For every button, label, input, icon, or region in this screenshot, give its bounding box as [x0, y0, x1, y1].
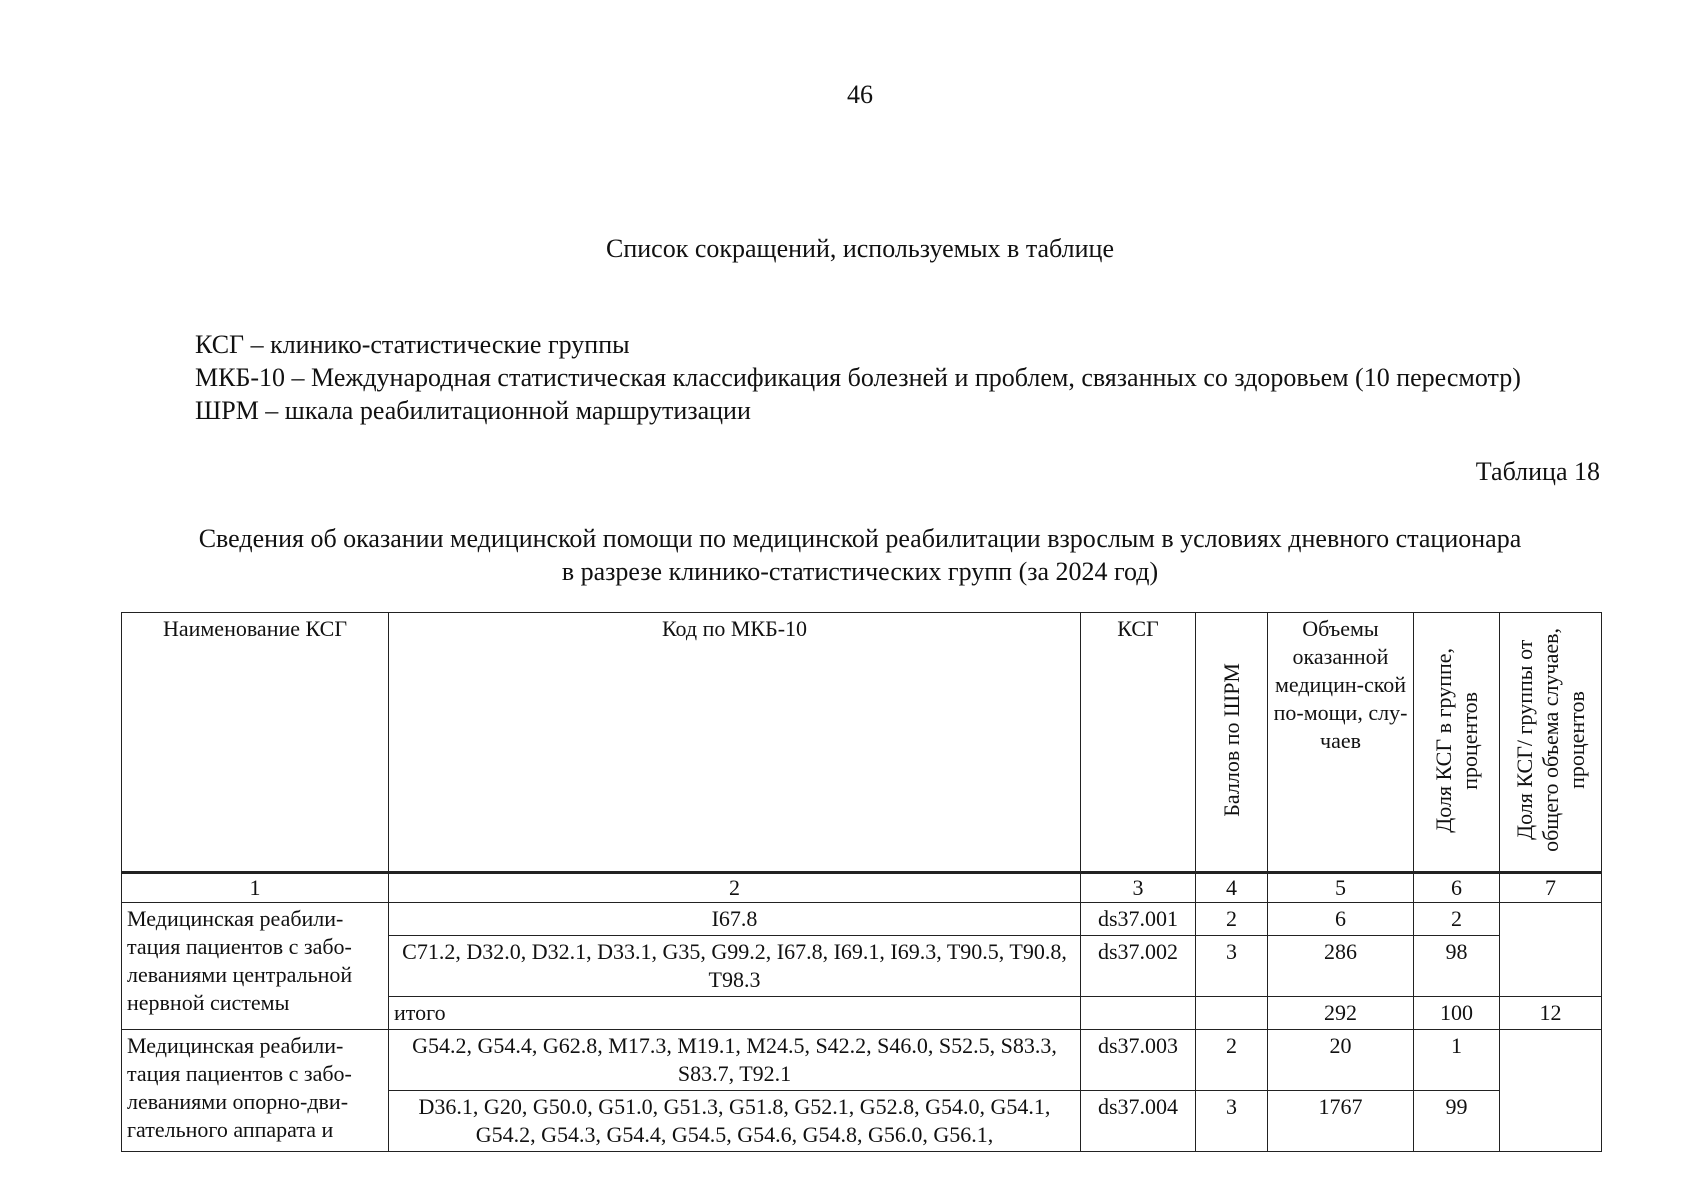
rehabilitation-table	[121, 612, 1602, 1152]
volume-cases: 286	[1268, 936, 1414, 997]
abbreviation-shrm: ШРМ – шкала реабилитационной маршрутизации	[195, 396, 751, 425]
abbreviations-list	[195, 328, 1521, 427]
volume-cases: 1767	[1268, 1091, 1414, 1152]
share-in-group: 99	[1414, 1091, 1500, 1152]
icd-codes: I67.8	[389, 903, 1081, 936]
ksg-code: ds37.001	[1081, 903, 1196, 936]
total-share-of-total: 12	[1500, 997, 1602, 1030]
abbreviations-title: Список сокращений, используемых в таблице	[606, 234, 1114, 263]
icd-codes: G54.2, G54.4, G62.8, M17.3, M19.1, M24.5, S42.2, S46.0, S52.5, S83.3, S83.7, T92.1	[389, 1030, 1081, 1091]
ksg-code-empty	[1081, 997, 1196, 1030]
abbreviation-mkb10: МКБ-10 – Международная статистическая классификация болезней и проблем, связанных со здоровьем (10 пересмотр)	[195, 363, 1521, 392]
column-number: 7	[1500, 873, 1602, 903]
header-share-of-total-text: Доля КСГ/ группы от общего объема случаев, процентов	[1511, 628, 1589, 852]
ksg-code: ds37.003	[1081, 1030, 1196, 1091]
header-share-in-group-text: Доля КСГ в группе, процентов	[1430, 647, 1482, 833]
table-row	[122, 903, 1602, 936]
table-label: Таблица 18	[1475, 457, 1600, 486]
share-in-group: 2	[1414, 903, 1500, 936]
volume-cases: 20	[1268, 1030, 1414, 1091]
shrm-score: 3	[1196, 936, 1268, 997]
column-number: 1	[122, 873, 389, 903]
shrm-score: 3	[1196, 1091, 1268, 1152]
abbreviation-ksg: КСГ – клинико-статистические группы	[195, 330, 630, 359]
ksg-code: ds37.004	[1081, 1091, 1196, 1152]
shrm-score: 2	[1196, 903, 1268, 936]
icd-codes: D36.1, G20, G50.0, G51.0, G51.3, G51.8, G52.1, G52.8, G54.0, G54.1, G54.2, G54.3, G54.4, G54.5, G54.6, G54.8, G56.0, G56.1,	[389, 1091, 1081, 1152]
column-number: 2	[389, 873, 1081, 903]
share-in-group: 98	[1414, 936, 1500, 997]
column-number: 3	[1081, 873, 1196, 903]
shrm-score: 2	[1196, 1030, 1268, 1091]
table-title-line-1: Сведения об оказании медицинской помощи по медицинской реабилитации взрослым в условиях дневного стационара	[198, 524, 1522, 553]
table-title	[120, 522, 1600, 588]
total-label: итого	[389, 997, 1081, 1030]
share-of-total-empty	[1500, 1030, 1602, 1152]
column-number-row	[122, 873, 1602, 903]
table-title-line-2: в разрезе клинико-статистических групп (за 2024 год)	[561, 557, 1159, 586]
group-name-cns: Медицинская реабили-тация пациентов с забо-леваниями центральной нервной системы	[122, 903, 389, 1030]
page-number: 46	[847, 80, 873, 109]
header-ksg-name: Наименование КСГ	[122, 613, 389, 873]
header-volume: Объемы оказанной медицин-ской по-мощи, слу-чаев	[1268, 613, 1414, 873]
icd-codes: C71.2, D32.0, D32.1, D33.1, G35, G99.2, I67.8, I69.1, I69.3, T90.5, T90.8, T98.3	[389, 936, 1081, 997]
volume-cases: 6	[1268, 903, 1414, 936]
share-of-total-empty	[1500, 903, 1602, 997]
header-shrm-score	[1196, 613, 1268, 873]
table-header-row	[122, 613, 1602, 873]
table-row	[122, 1030, 1602, 1091]
ksg-code: ds37.002	[1081, 936, 1196, 997]
header-shrm-score-text: Баллов по ШРМ	[1218, 663, 1244, 817]
header-share-in-group	[1414, 613, 1500, 873]
header-share-of-total	[1500, 613, 1602, 873]
column-number: 5	[1268, 873, 1414, 903]
group-name-musculoskeletal: Медицинская реабили-тация пациентов с забо-леваниями опорно-дви-гательного аппарата и	[122, 1030, 389, 1152]
header-ksg: КСГ	[1081, 613, 1196, 873]
total-volume: 292	[1268, 997, 1414, 1030]
column-number: 6	[1414, 873, 1500, 903]
shrm-score-empty	[1196, 997, 1268, 1030]
share-in-group: 1	[1414, 1030, 1500, 1091]
total-share-in-group: 100	[1414, 997, 1500, 1030]
header-icd-code: Код по МКБ-10	[389, 613, 1081, 873]
column-number: 4	[1196, 873, 1268, 903]
